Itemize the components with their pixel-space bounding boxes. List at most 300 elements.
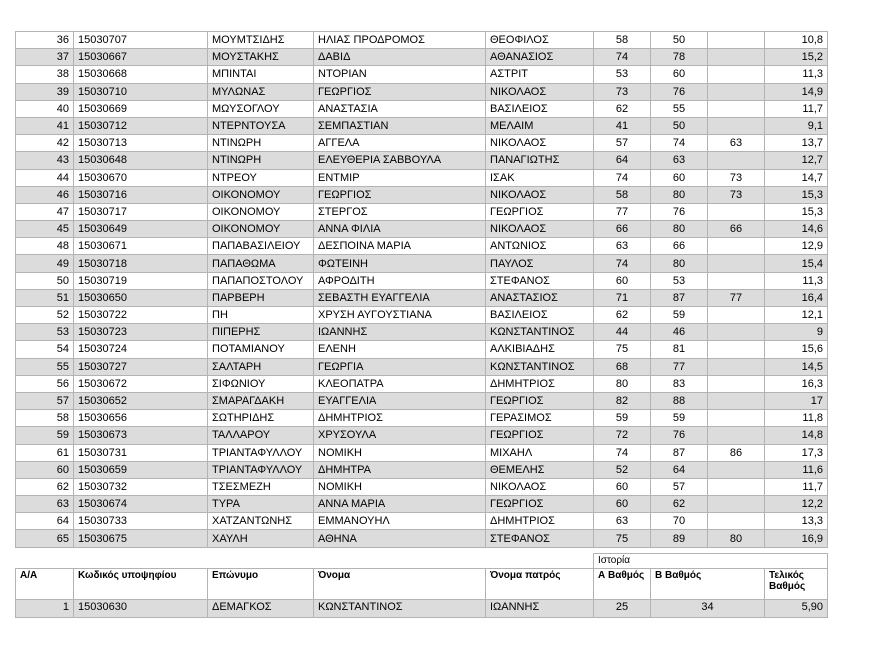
cell-code: 15030668 <box>74 66 208 83</box>
cell-aa: 64 <box>16 513 74 530</box>
cell-grade-b: 76 <box>651 427 708 444</box>
table-row <box>16 238 828 255</box>
cell-father: ΓΕΩΡΓΙΟΣ <box>486 203 594 220</box>
cell-grade-b: 76 <box>651 203 708 220</box>
cell-surname: ΜΩΥΣΟΓΛΟΥ <box>208 100 314 117</box>
cell-name: ΣΤΕΡΓΟΣ <box>314 203 486 220</box>
cell-name: ΝΟΜΙΚΗ <box>314 478 486 495</box>
table-row <box>16 100 828 117</box>
cell-code: 15030648 <box>74 152 208 169</box>
cell-grade-a: 74 <box>594 169 651 186</box>
cell-final: 13,3 <box>765 513 828 530</box>
cell-name: ΕΛΕΥΘΕΡΙΑ ΣΑΒΒΟΥΛΑ <box>314 152 486 169</box>
table-row <box>16 375 828 392</box>
cell-grade-b: 46 <box>651 324 708 341</box>
cell-code: 15030732 <box>74 478 208 495</box>
cell-grade-a: 41 <box>594 117 651 134</box>
cell-grade-b: 59 <box>651 307 708 324</box>
cell-final: 11,3 <box>765 66 828 83</box>
cell-aa: 49 <box>16 255 74 272</box>
cell-grade-c <box>708 255 765 272</box>
cell-code: 15030649 <box>74 221 208 238</box>
cell-surname: ΣΜΑΡΑΓΔΑΚΗ <box>208 392 314 409</box>
cell-surname: ΜΟΥΜΤΣΙΔΗΣ <box>208 32 314 49</box>
cell-grade-a: 73 <box>594 83 651 100</box>
cell-surname: ΟΙΚΟΝΟΜΟΥ <box>208 186 314 203</box>
cell-aa: 37 <box>16 49 74 66</box>
cell-grade-a: 66 <box>594 221 651 238</box>
cell-father: ΘΕΜΕΛΗΣ <box>486 461 594 478</box>
cell-grade-a: 44 <box>594 324 651 341</box>
cell-code: 15030707 <box>74 32 208 49</box>
cell-name: ΚΛΕΟΠΑΤΡΑ <box>314 375 486 392</box>
table-row <box>16 203 828 220</box>
cell-grade-b: 60 <box>651 66 708 83</box>
cell-name: ΣΕΜΠΑΣΤΙΑΝ <box>314 117 486 134</box>
cell-surname: ΜΥΛΩΝΑΣ <box>208 83 314 100</box>
cell-aa: 1 <box>16 600 74 618</box>
cell-aa: 42 <box>16 135 74 152</box>
cell-grade-c <box>708 100 765 117</box>
cell-father: ΓΕΩΡΓΙΟΣ <box>486 392 594 409</box>
cell-final: 10,8 <box>765 32 828 49</box>
cell-grade-b: 80 <box>651 221 708 238</box>
cell-father: ΜΙΧΑΗΛ <box>486 444 594 461</box>
cell-grade-a: 60 <box>594 272 651 289</box>
cell-code: 15030671 <box>74 238 208 255</box>
cell-grade-c <box>708 461 765 478</box>
cell-grade-c <box>708 272 765 289</box>
cell-code: 15030718 <box>74 255 208 272</box>
cell-grade-b: 70 <box>651 513 708 530</box>
cell-aa: 65 <box>16 530 74 547</box>
cell-final: 16,3 <box>765 375 828 392</box>
cell-grade-a: 64 <box>594 152 651 169</box>
spacer-cell <box>486 554 594 569</box>
cell-grade-b: 57 <box>651 478 708 495</box>
cell-aa: 41 <box>16 117 74 134</box>
cell-name: ΑΘΗΝΑ <box>314 530 486 547</box>
cell-final: 15,3 <box>765 186 828 203</box>
cell-grade-b: 76 <box>651 83 708 100</box>
cell-grade-b: 62 <box>651 496 708 513</box>
cell-final: 14,5 <box>765 358 828 375</box>
cell-father: ΚΩΝΣΤΑΝΤΙΝΟΣ <box>486 358 594 375</box>
cell-father: ΑΝΑΣΤΑΣΙΟΣ <box>486 289 594 306</box>
table-row <box>16 496 828 513</box>
cell-code: 15030674 <box>74 496 208 513</box>
header-final-line2: Βαθμός <box>769 581 806 592</box>
cell-final: 12,2 <box>765 496 828 513</box>
cell-code: 15030669 <box>74 100 208 117</box>
cell-surname: ΠΗ <box>208 307 314 324</box>
cell-aa: 62 <box>16 478 74 495</box>
cell-code: 15030717 <box>74 203 208 220</box>
cell-surname: ΤΥΡΑ <box>208 496 314 513</box>
table-row <box>16 169 828 186</box>
cell-name: ΕΜΜΑΝΟΥΗΛ <box>314 513 486 530</box>
cell-father: ΔΗΜΗΤΡΙΟΣ <box>486 513 594 530</box>
cell-surname: ΔΕΜΑΓΚΟΣ <box>208 600 314 618</box>
table-row <box>16 392 828 409</box>
cell-grade-c <box>708 478 765 495</box>
table-row <box>16 255 828 272</box>
cell-grade-a: 77 <box>594 203 651 220</box>
cell-grade-c: 86 <box>708 444 765 461</box>
cell-aa: 38 <box>16 66 74 83</box>
spacer-cell <box>208 554 314 569</box>
cell-final: 11,3 <box>765 272 828 289</box>
cell-code: 15030673 <box>74 427 208 444</box>
cell-grade-a: 58 <box>594 32 651 49</box>
cell-final: 15,2 <box>765 49 828 66</box>
cell-grade-a: 62 <box>594 100 651 117</box>
cell-surname: ΤΑΛΛΑΡΟΥ <box>208 427 314 444</box>
cell-grade-c: 77 <box>708 289 765 306</box>
cell-surname: ΜΠΙΝΤΑΙ <box>208 66 314 83</box>
cell-surname: ΣΙΦΩΝΙΟΥ <box>208 375 314 392</box>
table-row <box>16 117 828 134</box>
table-row <box>16 83 828 100</box>
cell-name: ΑΦΡΟΔΙΤΗ <box>314 272 486 289</box>
cell-grade-a: 82 <box>594 392 651 409</box>
cell-grade-b: 50 <box>651 32 708 49</box>
cell-grade-b: 34 <box>651 600 765 618</box>
table-row <box>16 600 828 618</box>
cell-name: ΣΕΒΑΣΤΗ ΕΥΑΓΓΕΛΙΑ <box>314 289 486 306</box>
table-row <box>16 478 828 495</box>
cell-final: 13,7 <box>765 135 828 152</box>
cell-name: ΕΥΑΓΓΕΛΙΑ <box>314 392 486 409</box>
cell-surname: ΠΟΤΑΜΙΑΝΟΥ <box>208 341 314 358</box>
cell-name: ΧΡΥΣΟΥΛΑ <box>314 427 486 444</box>
cell-grade-a: 75 <box>594 341 651 358</box>
cell-surname: ΠΑΠΑΘΩΜΑ <box>208 255 314 272</box>
header-code: Κωδικός υποψηφίου <box>74 569 208 600</box>
cell-grade-a: 75 <box>594 530 651 547</box>
cell-grade-b: 59 <box>651 410 708 427</box>
cell-final: 9,1 <box>765 117 828 134</box>
cell-name: ΝΟΜΙΚΗ <box>314 444 486 461</box>
cell-grade-a: 63 <box>594 238 651 255</box>
cell-grade-b: 80 <box>651 186 708 203</box>
cell-grade-a: 74 <box>594 49 651 66</box>
cell-aa: 59 <box>16 427 74 444</box>
cell-father: ΠΑΝΑΓΙΩΤΗΣ <box>486 152 594 169</box>
cell-grade-b: 87 <box>651 289 708 306</box>
cell-surname: ΝΤΕΡΝΤΟΥΣΑ <box>208 117 314 134</box>
cell-surname: ΟΙΚΟΝΟΜΟΥ <box>208 221 314 238</box>
cell-father: ΑΝΤΩΝΙΟΣ <box>486 238 594 255</box>
cell-aa: 54 <box>16 341 74 358</box>
table-row <box>16 513 828 530</box>
cell-grade-a: 74 <box>594 444 651 461</box>
cell-code: 15030667 <box>74 49 208 66</box>
cell-surname: ΠΑΠΑΒΑΣΙΛΕΙΟΥ <box>208 238 314 255</box>
table-row <box>16 135 828 152</box>
cell-grade-c <box>708 238 765 255</box>
table-row <box>16 427 828 444</box>
cell-surname: ΤΣΕΣΜΕΖΗ <box>208 478 314 495</box>
cell-code: 15030716 <box>74 186 208 203</box>
cell-grade-c: 73 <box>708 169 765 186</box>
table-row <box>16 272 828 289</box>
cell-grade-c <box>708 152 765 169</box>
cell-aa: 39 <box>16 83 74 100</box>
cell-aa: 47 <box>16 203 74 220</box>
cell-surname: ΝΤΡΕΟΥ <box>208 169 314 186</box>
cell-grade-b: 81 <box>651 341 708 358</box>
cell-father: ΣΤΕΦΑΝΟΣ <box>486 272 594 289</box>
cell-code: 15030659 <box>74 461 208 478</box>
cell-final: 17,3 <box>765 444 828 461</box>
cell-father: ΜΕΛΑΙΜ <box>486 117 594 134</box>
cell-final: 5,90 <box>765 600 828 618</box>
cell-aa: 45 <box>16 221 74 238</box>
cell-father: ΘΕΟΦΙΛΟΣ <box>486 32 594 49</box>
table-row <box>16 66 828 83</box>
cell-aa: 58 <box>16 410 74 427</box>
cell-aa: 52 <box>16 307 74 324</box>
cell-father: ΑΣΤΡΙΤ <box>486 66 594 83</box>
cell-grade-a: 68 <box>594 358 651 375</box>
cell-final: 16,9 <box>765 530 828 547</box>
cell-name: ΔΑΒΙΔ <box>314 49 486 66</box>
cell-surname: ΤΡΙΑΝΤΑΦΥΛΛΟΥ <box>208 461 314 478</box>
spacer-cell <box>314 554 486 569</box>
cell-name: ΔΗΜΗΤΡΑ <box>314 461 486 478</box>
cell-aa: 57 <box>16 392 74 409</box>
cell-grade-b: 80 <box>651 255 708 272</box>
cell-grade-a: 25 <box>594 600 651 618</box>
cell-surname: ΠΑΠΑΠΟΣΤΟΛΟΥ <box>208 272 314 289</box>
cell-final: 15,6 <box>765 341 828 358</box>
cell-final: 17 <box>765 392 828 409</box>
header-grade-a: Α Βαθμός <box>594 569 651 600</box>
spacer-cell <box>16 554 74 569</box>
cell-code: 15030652 <box>74 392 208 409</box>
cell-name: ΑΓΓΕΛΑ <box>314 135 486 152</box>
cell-name: ΝΤΟΡΙΑΝ <box>314 66 486 83</box>
cell-grade-a: 63 <box>594 513 651 530</box>
cell-father: ΝΙΚΟΛΑΟΣ <box>486 83 594 100</box>
cell-grade-c <box>708 375 765 392</box>
cell-code: 15030710 <box>74 83 208 100</box>
cell-code: 15030650 <box>74 289 208 306</box>
cell-grade-b: 60 <box>651 169 708 186</box>
history-table <box>15 553 828 618</box>
header-final-line1: Τελικός <box>769 570 805 581</box>
cell-code: 15030719 <box>74 272 208 289</box>
cell-code: 15030733 <box>74 513 208 530</box>
cell-father: ΝΙΚΟΛΑΟΣ <box>486 135 594 152</box>
cell-father: ΑΘΑΝΑΣΙΟΣ <box>486 49 594 66</box>
table-row <box>16 49 828 66</box>
cell-final: 11,8 <box>765 410 828 427</box>
header-final <box>765 569 828 600</box>
cell-name: ΓΕΩΡΓΙΟΣ <box>314 83 486 100</box>
cell-surname: ΠΑΡΒΕΡΗ <box>208 289 314 306</box>
cell-grade-c: 73 <box>708 186 765 203</box>
subject-label: Ιστορία <box>594 554 828 569</box>
cell-grade-c <box>708 49 765 66</box>
cell-surname: ΤΡΙΑΝΤΑΦΥΛΛΟΥ <box>208 444 314 461</box>
cell-final: 11,6 <box>765 461 828 478</box>
cell-grade-a: 53 <box>594 66 651 83</box>
cell-grade-a: 58 <box>594 186 651 203</box>
cell-grade-b: 88 <box>651 392 708 409</box>
spacer-cell <box>74 554 208 569</box>
cell-father: ΝΙΚΟΛΑΟΣ <box>486 221 594 238</box>
header-surname: Επώνυμο <box>208 569 314 600</box>
cell-code: 15030672 <box>74 375 208 392</box>
cell-code: 15030656 <box>74 410 208 427</box>
cell-aa: 53 <box>16 324 74 341</box>
cell-aa: 63 <box>16 496 74 513</box>
cell-father: ΓΕΩΡΓΙΟΣ <box>486 496 594 513</box>
cell-final: 12,9 <box>765 238 828 255</box>
cell-code: 15030670 <box>74 169 208 186</box>
cell-final: 14,6 <box>765 221 828 238</box>
header-name: Όνομα <box>314 569 486 600</box>
cell-name: ΕΛΕΝΗ <box>314 341 486 358</box>
cell-name: ΚΩΝΣΤΑΝΤΙΝΟΣ <box>314 600 486 618</box>
cell-surname: ΧΑΤΖΑΝΤΩΝΗΣ <box>208 513 314 530</box>
cell-father: ΙΣΑΚ <box>486 169 594 186</box>
cell-name: ΙΩΑΝΝΗΣ <box>314 324 486 341</box>
cell-grade-b: 50 <box>651 117 708 134</box>
cell-name: ΓΕΩΡΓΙΟΣ <box>314 186 486 203</box>
cell-grade-c: 80 <box>708 530 765 547</box>
cell-aa: 40 <box>16 100 74 117</box>
cell-grade-c: 63 <box>708 135 765 152</box>
cell-surname: ΣΩΤΗΡΙΔΗΣ <box>208 410 314 427</box>
table-row <box>16 410 828 427</box>
table-row <box>16 444 828 461</box>
cell-aa: 51 <box>16 289 74 306</box>
cell-aa: 50 <box>16 272 74 289</box>
cell-grade-b: 64 <box>651 461 708 478</box>
cell-aa: 36 <box>16 32 74 49</box>
cell-name: ΔΕΣΠΟΙΝΑ ΜΑΡΙΑ <box>314 238 486 255</box>
cell-aa: 48 <box>16 238 74 255</box>
cell-final: 11,7 <box>765 100 828 117</box>
table-row <box>16 152 828 169</box>
cell-code: 15030630 <box>74 600 208 618</box>
cell-grade-c <box>708 307 765 324</box>
cell-grade-c <box>708 117 765 134</box>
cell-grade-c <box>708 410 765 427</box>
cell-father: ΣΤΕΦΑΝΟΣ <box>486 530 594 547</box>
cell-father: ΝΙΚΟΛΑΟΣ <box>486 186 594 203</box>
cell-aa: 44 <box>16 169 74 186</box>
cell-grade-a: 60 <box>594 496 651 513</box>
cell-grade-b: 87 <box>651 444 708 461</box>
cell-surname: ΝΤΙΝΩΡΗ <box>208 152 314 169</box>
cell-aa: 43 <box>16 152 74 169</box>
cell-surname: ΣΑΛΤΑΡΗ <box>208 358 314 375</box>
cell-aa: 46 <box>16 186 74 203</box>
cell-grade-a: 72 <box>594 427 651 444</box>
cell-father: ΓΕΩΡΓΙΟΣ <box>486 427 594 444</box>
cell-name: ΑΝΝΑ ΜΑΡΙΑ <box>314 496 486 513</box>
cell-grade-b: 89 <box>651 530 708 547</box>
cell-grade-c <box>708 32 765 49</box>
cell-final: 12,7 <box>765 152 828 169</box>
cell-grade-b: 83 <box>651 375 708 392</box>
cell-father: ΠΑΥΛΟΣ <box>486 255 594 272</box>
cell-final: 11,7 <box>765 478 828 495</box>
cell-father: ΚΩΝΣΤΑΝΤΙΝΟΣ <box>486 324 594 341</box>
cell-name: ΦΩΤΕΙΝΗ <box>314 255 486 272</box>
cell-final: 14,8 <box>765 427 828 444</box>
cell-grade-c <box>708 496 765 513</box>
cell-grade-c <box>708 392 765 409</box>
cell-code: 15030724 <box>74 341 208 358</box>
cell-grade-a: 52 <box>594 461 651 478</box>
cell-grade-c: 66 <box>708 221 765 238</box>
cell-code: 15030713 <box>74 135 208 152</box>
cell-grade-a: 80 <box>594 375 651 392</box>
header-grade-b: Β Βαθμός <box>651 569 765 600</box>
cell-father: ΒΑΣΙΛΕΙΟΣ <box>486 307 594 324</box>
cell-father: ΙΩΑΝΝΗΣ <box>486 600 594 618</box>
cell-grade-a: 74 <box>594 255 651 272</box>
cell-father: ΑΛΚΙΒΙΑΔΗΣ <box>486 341 594 358</box>
table-row <box>16 341 828 358</box>
cell-grade-b: 74 <box>651 135 708 152</box>
cell-grade-c <box>708 513 765 530</box>
table-row <box>16 289 828 306</box>
table-row <box>16 461 828 478</box>
table-row <box>16 530 828 547</box>
cell-name: ΕΝΤΜΙΡ <box>314 169 486 186</box>
cell-surname: ΠΙΠΕΡΗΣ <box>208 324 314 341</box>
cell-grade-b: 53 <box>651 272 708 289</box>
cell-final: 15,3 <box>765 203 828 220</box>
cell-grade-c <box>708 358 765 375</box>
cell-final: 16,4 <box>765 289 828 306</box>
cell-father: ΔΗΜΗΤΡΙΟΣ <box>486 375 594 392</box>
header-aa: Α/Α <box>16 569 74 600</box>
cell-name: ΓΕΩΡΓΙΑ <box>314 358 486 375</box>
table-row <box>16 221 828 238</box>
cell-surname: ΧΑΥΛΗ <box>208 530 314 547</box>
table-row <box>16 186 828 203</box>
cell-grade-b: 55 <box>651 100 708 117</box>
cell-code: 15030722 <box>74 307 208 324</box>
cell-final: 15,4 <box>765 255 828 272</box>
cell-father: ΝΙΚΟΛΑΟΣ <box>486 478 594 495</box>
table-row <box>16 32 828 49</box>
cell-grade-c <box>708 324 765 341</box>
cell-grade-c <box>708 203 765 220</box>
cell-code: 15030723 <box>74 324 208 341</box>
table-row <box>16 358 828 375</box>
cell-aa: 61 <box>16 444 74 461</box>
cell-name: ΧΡΥΣΗ ΑΥΓΟΥΣΤΙΑΝΑ <box>314 307 486 324</box>
header-father: Όνομα πατρός <box>486 569 594 600</box>
cell-aa: 56 <box>16 375 74 392</box>
cell-grade-c <box>708 66 765 83</box>
cell-code: 15030675 <box>74 530 208 547</box>
cell-name: ΗΛΙΑΣ ΠΡΟΔΡΟΜΟΣ <box>314 32 486 49</box>
cell-grade-a: 57 <box>594 135 651 152</box>
cell-final: 14,7 <box>765 169 828 186</box>
cell-father: ΒΑΣΙΛΕΙΟΣ <box>486 100 594 117</box>
cell-grade-c <box>708 341 765 358</box>
cell-grade-a: 59 <box>594 410 651 427</box>
